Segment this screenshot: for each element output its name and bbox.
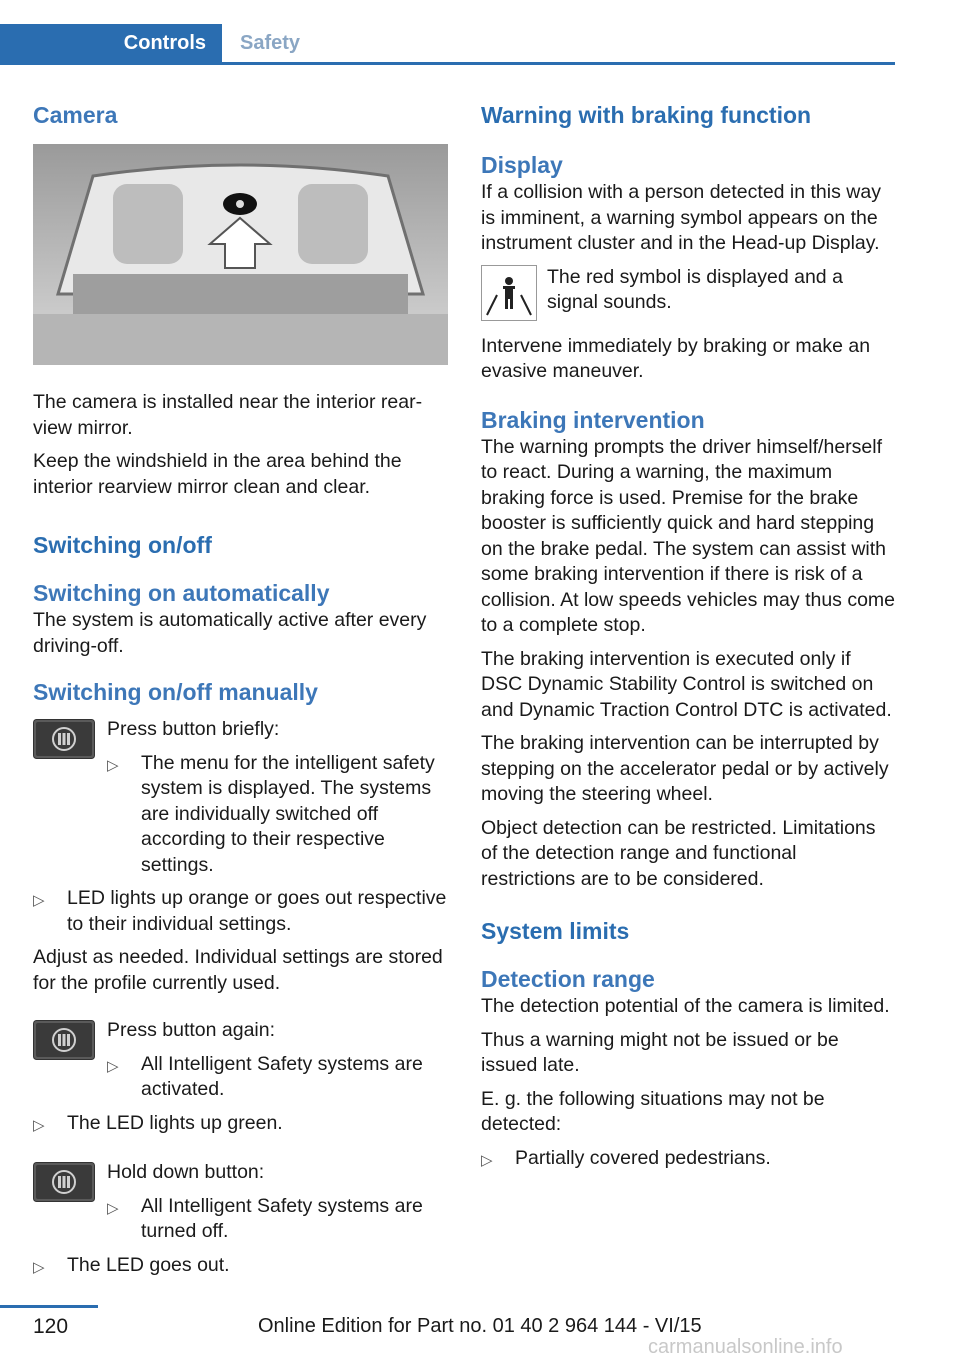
press-briefly-text: Press button briefly: [107, 718, 280, 740]
list-item: ▷ All Intelligent Safety systems are activated. [107, 1052, 448, 1103]
range-paragraph-2: Thus a warning might not be issued or be issued late. [481, 1028, 839, 1076]
braking-paragraph-1: The warning prompts the driver himself/herself to react. During a warning, the maximum braking force is used. Premise for the brake booster is sufficiently quick and hard stepping on the brake pedal. The system can assist with some braking intervention if there is risk of a collision. At low speeds vehicles may thus come to a complete stop. [481, 435, 896, 636]
auto-text: The system is automatically active after every driving-off. [33, 609, 427, 657]
manual-heading: Switching on/off manually [33, 679, 318, 705]
triangle-bullet-icon: ▷ [33, 1258, 45, 1276]
triangle-bullet-icon: ▷ [33, 892, 45, 909]
braking-heading: Braking intervention [481, 406, 705, 433]
intervene-text: Intervene immediately by braking or make an evasive maneuver. [481, 334, 871, 382]
footer-rule [0, 1305, 98, 1308]
online-edition-text: Online Edition for Part no. 01 40 2 964 144 - VI/15 [258, 1315, 702, 1337]
triangle-bullet-icon: ▷ [107, 1199, 119, 1217]
camera-paragraph-1: The camera is installed near the interior rear-view mirror. [33, 391, 423, 439]
display-text: If a collision with a person detected in this way is imminent, a warning symbol appears on the instrument cluster and in the Head-up Display. [481, 181, 881, 254]
braking-paragraph-3: The braking intervention can be interrupted by stepping on the accelerator pedal or by actively moving the steering wheel. [481, 732, 889, 805]
red-symbol-block [481, 265, 896, 324]
list-item: ▷ LED lights up orange or goes out respective to their individual settings. [33, 886, 448, 937]
limits-heading: System limits [481, 918, 630, 944]
pedestrian-warning-icon [481, 265, 537, 321]
tab-controls[interactable]: Controls [0, 24, 222, 62]
list-item: ▷ The menu for the intelligent safety system is displayed. The systems are individually switched off according to their respective settings. [107, 751, 448, 879]
safety-button-icon [33, 1020, 95, 1060]
list-item: ▷ Partially covered pedestrians. [481, 1146, 896, 1174]
list-item: ▷ The LED lights up green. [33, 1111, 448, 1139]
range-paragraph-1: The detection potential of the camera is limited. [481, 995, 890, 1017]
right-column [481, 100, 896, 1181]
left-column [33, 100, 448, 1288]
page-number: 120 [33, 1315, 69, 1338]
range-paragraph-3: E. g. the following situations may not be detected: [481, 1087, 825, 1135]
list-item: ▷ The LED goes out. [33, 1253, 448, 1281]
camera-paragraph-2: Keep the windshield in the area behind the interior rearview mirror clean and clear. [33, 450, 402, 498]
braking-paragraph-4: Object detection can be restricted. Limitations of the detection range and functional restrictions are to be considered. [481, 816, 876, 890]
braking-paragraph-2: The braking intervention is executed only if DSC Dynamic Stability Control is switched on and Dynamic Traction Control DTC is activated. [481, 647, 892, 721]
list-item: ▷ All Intelligent Safety systems are turned off. [107, 1194, 448, 1245]
press-briefly-block [33, 717, 448, 886]
safety-button-icon [33, 719, 95, 759]
warning-heading: Warning with braking function [481, 102, 812, 128]
camera-heading: Camera [33, 102, 118, 128]
range-heading: Detection range [481, 966, 655, 992]
tab-safety[interactable]: Safety [240, 31, 301, 54]
press-again-text: Press button again: [107, 1019, 276, 1041]
triangle-bullet-icon: ▷ [107, 756, 119, 774]
triangle-bullet-icon: ▷ [107, 1057, 119, 1075]
hold-down-block [33, 1160, 448, 1253]
auto-heading: Switching on automatically [33, 580, 330, 606]
safety-button-icon [33, 1162, 95, 1202]
display-heading: Display [481, 152, 563, 178]
red-symbol-text: The red symbol is displayed and a signal sounds. [547, 265, 843, 313]
triangle-bullet-icon: ▷ [481, 1151, 493, 1169]
chapter-tab-bar [0, 24, 895, 65]
hold-down-text: Hold down button: [107, 1161, 265, 1183]
watermark-text: carmanualsonline.info [648, 1336, 843, 1358]
press-again-block [33, 1018, 448, 1111]
triangle-bullet-icon: ▷ [33, 1116, 45, 1134]
switching-heading: Switching on/off [33, 532, 212, 558]
adjust-text: Adjust as needed. Individual settings are stored for the profile currently used. [33, 946, 443, 994]
camera-location-photo [33, 144, 448, 365]
